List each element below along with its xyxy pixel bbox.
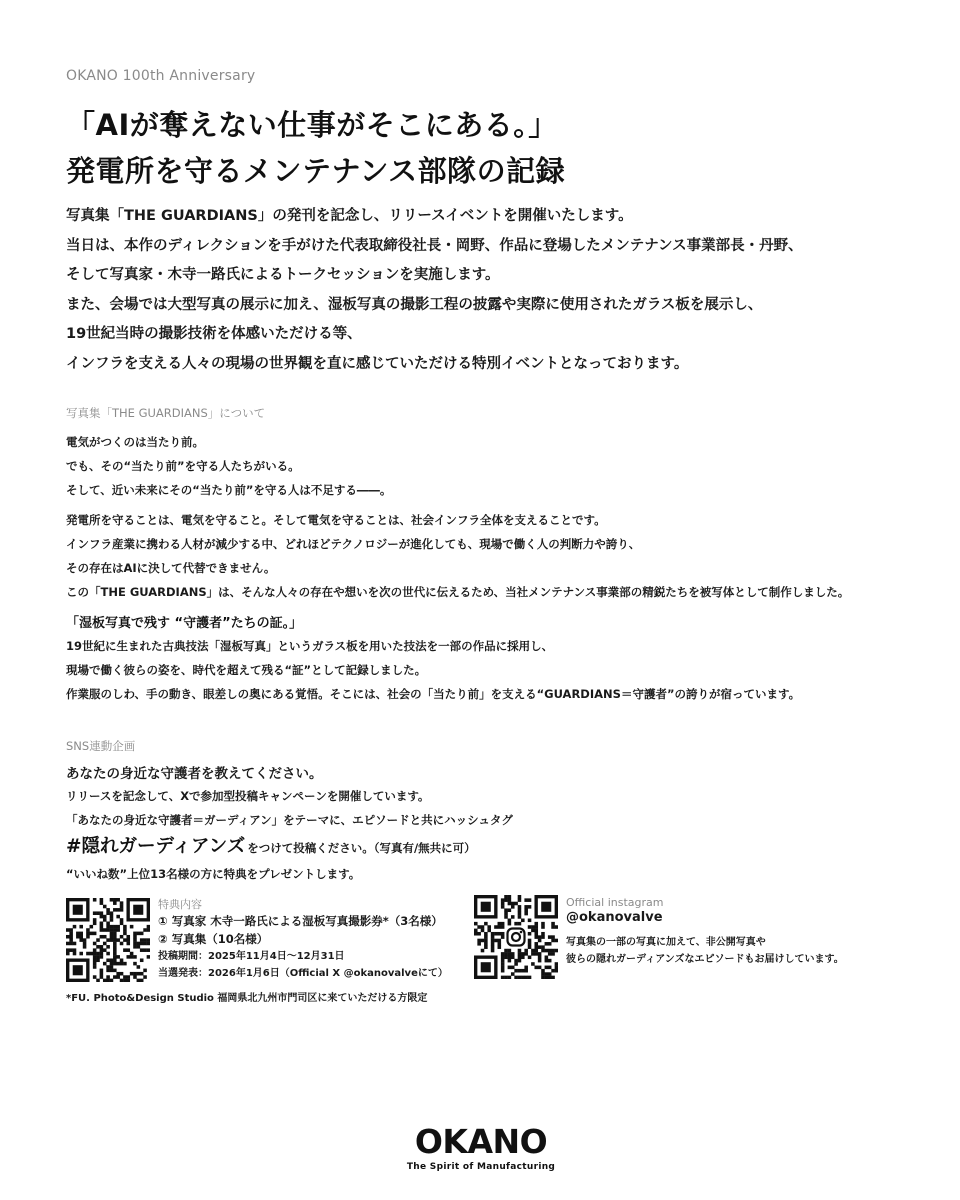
- about-line: 現場で働く彼らの姿を、時代を超えて残る“証”として記録しました。: [66, 663, 427, 677]
- instagram-handle[interactable]: @okanovalve: [566, 910, 663, 925]
- intro-text: [66, 202, 896, 379]
- hashtag-instruction: をつけて投稿ください。（写真有/無共に可）: [247, 841, 476, 855]
- about-paragraph-3: [66, 634, 896, 706]
- perks-label: 特典内容: [158, 898, 202, 911]
- about-line: この「THE GUARDIANS」は、そんな人々の存在や想いを次の世代に伝えるため、当社メンテナンス事業部の精鋭たちを被写体として制作しました。: [66, 585, 850, 599]
- intro-line: 19世紀当時の撮影技術を体感いただける等、: [66, 326, 362, 342]
- intro-line: 当日は、本作のディレクションを手がけた代表取締役社長・岡野、作品に登場したメンテナンス事業部長・丹野、: [66, 237, 803, 254]
- perks-list: [158, 912, 518, 982]
- about-paragraph-1: [66, 430, 896, 502]
- logo-tagline: The Spirit of Manufacturing: [406, 1162, 556, 1172]
- hashtag-line: [66, 832, 476, 858]
- anniversary-kicker: OKANO 100th Anniversary: [66, 68, 256, 84]
- headline-line-1: 「AIが奪えない仕事がそこにある。」: [66, 108, 558, 142]
- perk-item: ① 写真家 木寺一路氏による湿板写真撮影券*（3名様）: [158, 914, 443, 928]
- about-paragraph-2: [66, 508, 896, 604]
- about-line: そして、近い未来にその“当たり前”を守る人は不足する――。: [66, 483, 392, 497]
- about-line: 作業服のしわ、手の動き、眼差しの奥にある覚悟。そこには、社会の「当たり前」を支える“GUARDIANS＝守護者”の誇りが宿っています。: [66, 687, 801, 701]
- instagram-desc-line: 写真集の一部の写真に加えて、非公開写真や: [566, 937, 766, 948]
- qr-code-icon: [66, 898, 150, 982]
- sns-line: リリースを記念して、Xで参加型投稿キャンペーンを開催しています。: [66, 789, 430, 803]
- instagram-description: [566, 934, 866, 968]
- about-line: でも、その“当たり前”を守る人たちがいる。: [66, 459, 300, 473]
- sns-lines: [66, 784, 896, 832]
- hashtag: #隠れガーディアンズ: [66, 836, 246, 857]
- instagram-icon: [505, 926, 527, 948]
- perk-item: ② 写真集（10名様）: [158, 932, 269, 946]
- wet-plate-subheading: 「湿板写真で残す “守護者”たちの証。」: [66, 616, 303, 631]
- sns-line: 「あなたの身近な守護者＝ガーディアン」をテーマに、エピソードと共にハッシュタグ: [66, 813, 513, 827]
- sns-heading: あなたの身近な守護者を教えてください。: [66, 766, 323, 782]
- perks-footnote: *FU. Photo&Design Studio 福岡県北九州市門司区に来ていただける方限定: [66, 993, 428, 1004]
- about-line: インフラ産業に携わる人材が減少する中、どれほどテクノロジーが進化しても、現場で働く人の判断力や誇り、: [66, 537, 641, 551]
- okano-logo: [406, 1124, 556, 1172]
- about-line: その存在はAIに決して代替できません。: [66, 561, 276, 575]
- intro-line: そして写真家・木寺一路氏によるトークセッションを実施します。: [66, 267, 500, 283]
- instagram-label: Official instagram: [566, 896, 664, 909]
- likes-line: “いいね数”上位13名様の方に特典をプレゼントします。: [66, 867, 361, 881]
- about-section-label: 写真集「THE GUARDIANS」について: [66, 406, 266, 420]
- intro-line: また、会場では大型写真の展示に加え、湿板写真の撮影工程の披露や実際に使用されたガラス板を展示し、: [66, 296, 763, 313]
- intro-line: 写真集「THE GUARDIANS」の発刊を記念し、リリースイベントを開催いたします。: [66, 208, 633, 224]
- headline-line-2: 発電所を守るメンテナンス部隊の記録: [66, 154, 566, 188]
- headline: [66, 102, 565, 194]
- perk-period: 投稿期間：2025年11月4日～12月31日: [158, 951, 345, 962]
- about-line: 19世紀に生まれた古典技法「湿板写真」というガラス板を用いた技法を一部の作品に採用し、: [66, 639, 554, 653]
- likes-line-block: [66, 862, 896, 886]
- about-line: 発電所を守ることは、電気を守ること。そして電気を守ることは、社会インフラ全体を支えることです。: [66, 513, 606, 527]
- sns-section-label: SNS連動企画: [66, 739, 136, 753]
- instagram-desc-line: 彼らの隠れガーディアンズなエピソードもお届けしています。: [566, 954, 844, 965]
- about-line: 電気がつくのは当たり前。: [66, 435, 204, 449]
- instagram-qr-code-icon[interactable]: [474, 895, 558, 979]
- perk-announce: 当選発表：2026年1月6日（Official X @okanovalveにて）: [158, 968, 448, 979]
- intro-line: インフラを支える人々の現場の世界観を直に感じていただける特別イベントとなっております。: [66, 355, 689, 372]
- logo-wordmark: OKANO: [414, 1122, 548, 1161]
- qr-code-icon[interactable]: [66, 898, 150, 982]
